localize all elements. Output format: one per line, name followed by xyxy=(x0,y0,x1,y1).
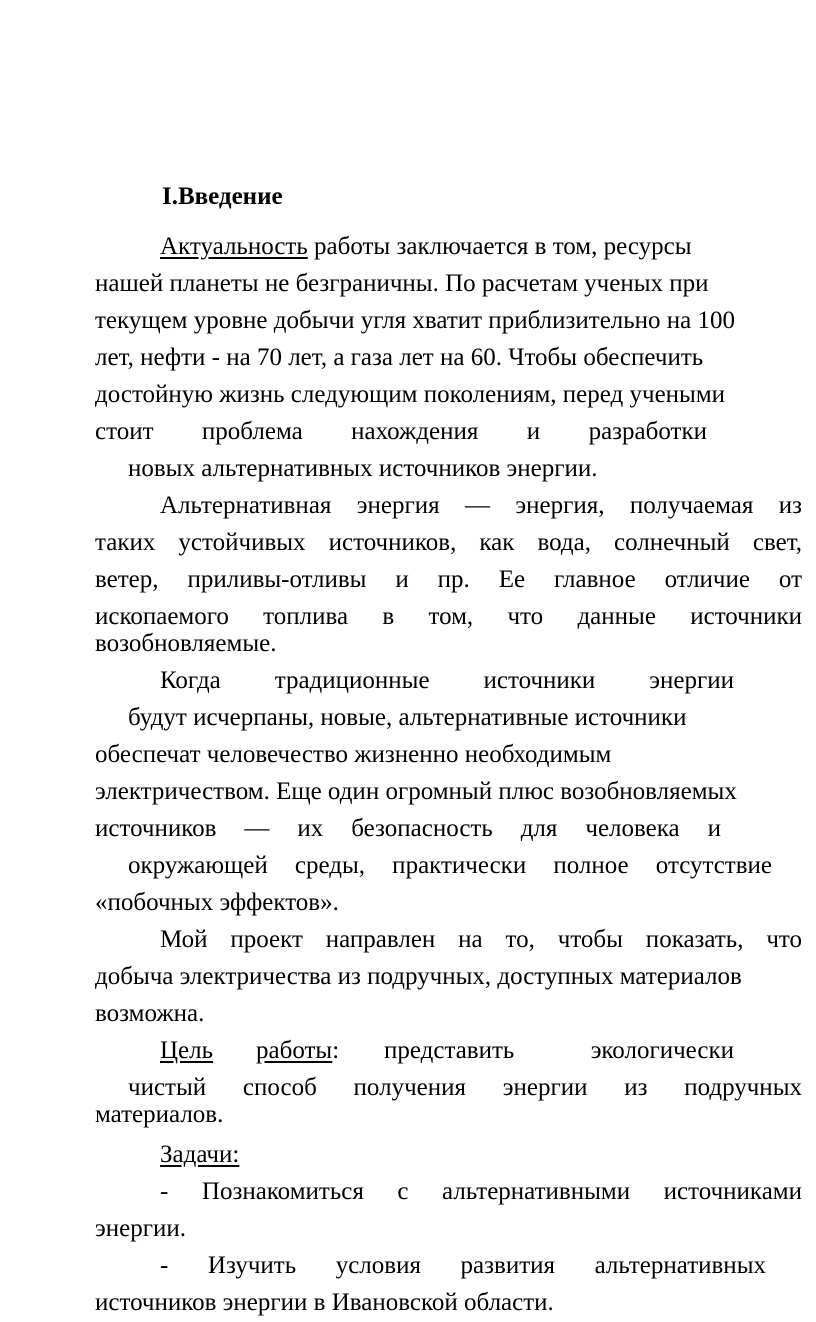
task-2-line-2: источников энергии в Ивановской области. xyxy=(95,1289,554,1316)
p2-line-4: ископаемого топлива в том, что данные источники xyxy=(95,603,802,630)
p1-line-2: нашей планеты не безграничны. По расчетам ученых при xyxy=(95,270,709,297)
p1-line-7: новых альтернативных источников энергии. xyxy=(128,455,598,482)
p3-line-2: будут исчерпаны, новые, альтернативные источники xyxy=(128,704,687,731)
p5-line-2: чистый способ получения энергии из подручных xyxy=(128,1074,802,1101)
section-heading: I.Введение xyxy=(162,183,283,210)
p1-line-5: достойную жизнь следующим поколениям, перед учеными xyxy=(95,381,726,408)
p3-line-7: «побочных эффектов». xyxy=(95,889,339,916)
p2-line-1: Альтернативная энергия — энергия, получаемая из xyxy=(160,492,802,519)
p1-line-1-text: работы заключается в том, ресурсы xyxy=(307,233,692,260)
p4-line-2: добыча электричества из подручных, доступных материалов xyxy=(95,963,742,990)
tasks-line xyxy=(160,1138,802,1172)
task-1-line-2: энергии. xyxy=(95,1215,186,1242)
goal-label-word-2: работы xyxy=(256,1037,333,1064)
p1-line-4: лет, нефти - на 70 лет, а газа лет на 60. Чтобы обеспечить xyxy=(95,344,704,371)
tasks-label: Задачи: xyxy=(160,1141,240,1168)
p3-line-5: источников — их безопасность для человека и xyxy=(95,815,721,842)
p2-line-3: ветер, приливы-отливы и пр. Ее главное отличие от xyxy=(95,566,802,593)
p3-line-1: Когда традиционные источники энергии xyxy=(160,667,734,694)
p1-line-1 xyxy=(160,230,802,264)
p1-line-6: стоит проблема нахождения и разработки xyxy=(95,418,707,445)
relevance-label: Актуальность xyxy=(160,233,308,260)
goal-label-colon: : xyxy=(332,1037,340,1064)
goal-label-word-1: Цель xyxy=(160,1037,214,1064)
p5-line-1-text: представить экологически xyxy=(384,1037,734,1064)
p4-line-1: Мой проект направлен на то, чтобы показать, что xyxy=(160,926,802,953)
p4-line-3: возможна. xyxy=(95,1000,205,1027)
task-2-line-1: - Изучить условия развития альтернативных xyxy=(160,1252,766,1279)
p2-line-2: таких устойчивых источников, как вода, солнечный свет, xyxy=(95,529,802,556)
p5-line-3: материалов. xyxy=(95,1101,224,1128)
p3-line-3: обеспечат человечество жизненно необходимым xyxy=(95,741,612,768)
task-1-line-1: - Познакомиться с альтернативными источниками xyxy=(160,1178,802,1205)
p3-line-4: электричеством. Еще один огромный плюс возобновляемых xyxy=(95,778,737,805)
p1-line-3: текущем уровне добычи угля хватит приблизительно на 100 xyxy=(95,307,736,334)
p2-line-5: возобновляемые. xyxy=(95,630,277,657)
p3-line-6: окружающей среды, практически полное отсутствие xyxy=(128,852,772,879)
p5-line-1 xyxy=(160,1034,740,1068)
